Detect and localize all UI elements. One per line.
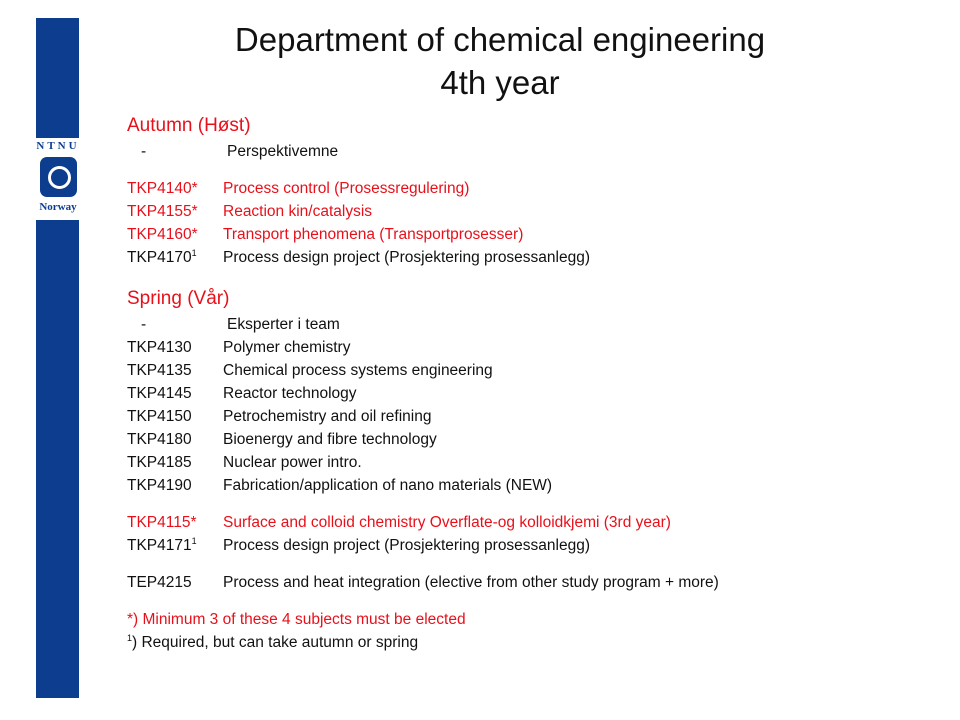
course-row <box>127 511 947 534</box>
course-row <box>127 223 947 246</box>
bullet-text: Perspektivemne <box>227 143 339 160</box>
course-name: Process design project (Prosjektering prosessanlegg) <box>223 537 591 554</box>
course-name: Nuclear power intro. <box>223 454 362 471</box>
course-code: TKP4185 <box>127 454 192 471</box>
spring-bullet <box>127 313 947 336</box>
course-name: Fabrication/application of nano materials (NEW) <box>223 477 553 494</box>
autumn-bullet <box>127 140 947 163</box>
course-code: TKP4130 <box>127 339 192 356</box>
course-name: Process control (Prosessregulering) <box>223 180 470 197</box>
bullet-dash: - <box>141 143 147 160</box>
course-row <box>127 382 947 405</box>
footnote-marker: 1 <box>191 248 197 258</box>
logo-top-text: NTNU <box>36 140 80 152</box>
course-name: Reactor technology <box>223 385 357 402</box>
course-row <box>127 451 947 474</box>
course-row <box>127 428 947 451</box>
course-row <box>127 359 947 382</box>
course-code: TKP4140* <box>127 180 198 197</box>
footnote-star: *) Minimum 3 of these 4 subjects must be elected <box>127 611 466 628</box>
footnote-marker: 1 <box>127 633 133 643</box>
logo-bottom-text: Norway <box>39 201 77 213</box>
course-row <box>127 474 947 497</box>
course-code: TKP4180 <box>127 431 192 448</box>
course-row <box>127 246 947 269</box>
course-row <box>127 534 947 557</box>
course-name: Surface and colloid chemistry Overflate-og kolloidkjemi (3rd year) <box>223 514 671 531</box>
course-name: Transport phenomena (Transportprosesser) <box>223 226 524 243</box>
course-row <box>127 200 947 223</box>
course-name: Bioenergy and fibre technology <box>223 431 437 448</box>
autumn-heading: Autumn (Høst) <box>127 115 251 136</box>
footnote-one <box>127 631 947 654</box>
brand-sidebar-bar <box>36 18 79 698</box>
course-code: TKP4145 <box>127 385 192 402</box>
bullet-dash: - <box>141 316 147 333</box>
course-row <box>127 571 947 594</box>
course-code: TEP4215 <box>127 574 192 591</box>
course-list <box>127 112 947 654</box>
course-name: Reaction kin/catalysis <box>223 203 373 220</box>
course-code: TKP4135 <box>127 362 192 379</box>
page-title <box>120 18 880 104</box>
course-name: Process and heat integration (elective from other study program + more) <box>223 574 719 591</box>
footnote-marker: 1 <box>191 536 197 546</box>
ntnu-logo <box>31 138 85 220</box>
course-name: Polymer chemistry <box>223 339 351 356</box>
course-name: Chemical process systems engineering <box>223 362 493 379</box>
course-code: TKP4115* <box>127 514 197 531</box>
course-code: TKP4170 <box>127 249 192 266</box>
course-code: TKP4190 <box>127 477 192 494</box>
course-code: TKP4155* <box>127 203 198 220</box>
title-line-2: 4th year <box>440 64 560 101</box>
footnote-text: ) Required, but can take autumn or spring <box>132 634 419 651</box>
course-code: TKP4150 <box>127 408 192 425</box>
ntnu-logo-icon <box>40 157 77 197</box>
course-row <box>127 177 947 200</box>
spring-heading: Spring (Vår) <box>127 288 230 309</box>
course-code: TKP4171 <box>127 537 192 554</box>
course-code: TKP4160* <box>127 226 198 243</box>
bullet-text: Eksperter i team <box>227 316 340 333</box>
course-name: Petrochemistry and oil refining <box>223 408 432 425</box>
course-row <box>127 405 947 428</box>
course-row <box>127 336 947 359</box>
title-line-1: Department of chemical engineering <box>234 21 766 58</box>
course-name: Process design project (Prosjektering prosessanlegg) <box>223 249 591 266</box>
